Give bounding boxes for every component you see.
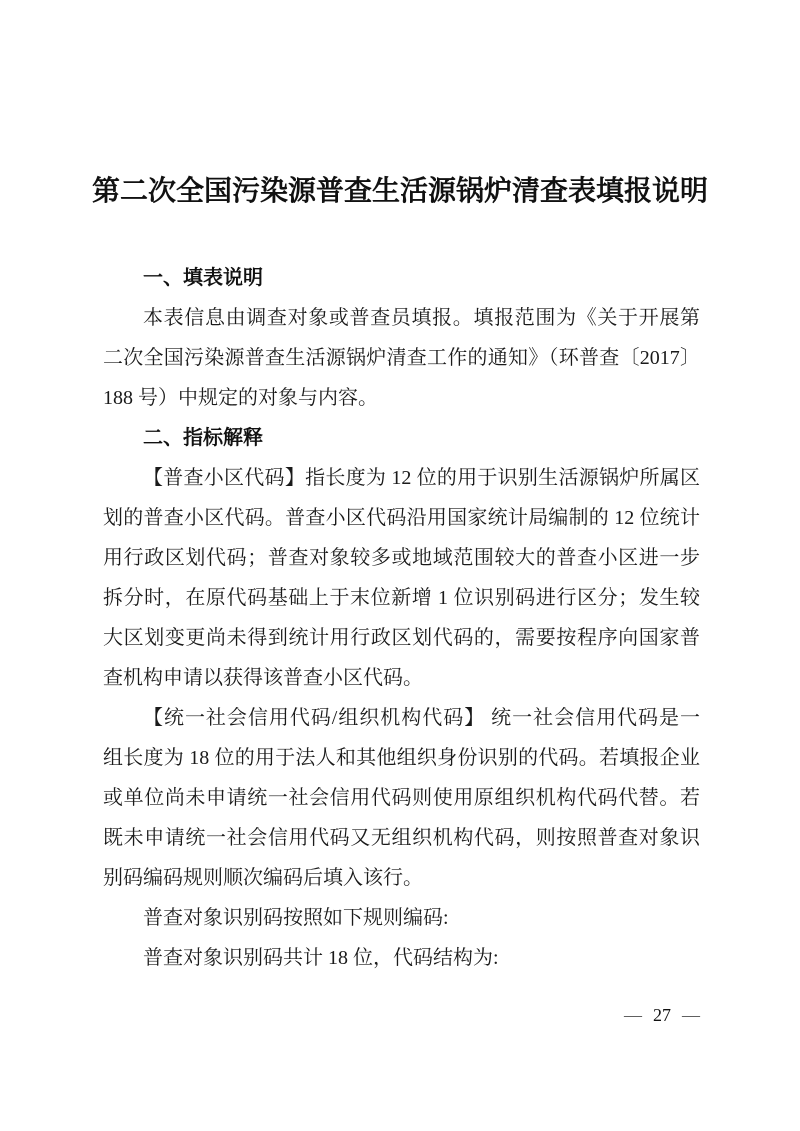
section-2-heading: 二、指标解释: [143, 427, 263, 449]
paragraph-line: 用行政区划代码；普查对象较多或地域范围较大的普查小区进一步: [103, 547, 700, 569]
paragraph-line: 划的普查小区代码。普查小区代码沿用国家统计局编制的 12 位统计: [103, 507, 700, 529]
paragraph-line: 既未申请统一社会信用代码又无组织机构代码，则按照普查对象识: [103, 827, 700, 849]
document-body: [103, 258, 700, 978]
paragraph-line: 或单位尚未申请统一社会信用代码则使用原组织机构代码代替。若: [103, 787, 700, 809]
document-title: 第二次全国污染源普查生活源锅炉清查表填报说明: [91, 175, 708, 206]
paragraph-line: 普查对象识别码共计 18 位，代码结构为:: [143, 947, 499, 969]
paragraph-line: 188 号）中规定的对象与内容。: [103, 387, 378, 409]
paragraph-line: 二次全国污染源普查生活源锅炉清查工作的通知》（环普查〔2017〕: [103, 347, 700, 369]
footer-dash-left: —: [624, 1005, 642, 1025]
section-1-heading: 一、填表说明: [143, 267, 263, 289]
paragraph-line: 拆分时，在原代码基础上于末位新增 1 位识别码进行区分；发生较: [103, 587, 700, 609]
paragraph-line: 别码编码规则顺次编码后填入该行。: [103, 867, 423, 889]
footer-dash-right: —: [682, 1005, 700, 1025]
paragraph-line: 【普查小区代码】指长度为 12 位的用于识别生活源锅炉所属区: [143, 467, 700, 489]
page-number: 27: [653, 1005, 671, 1025]
page-footer: [624, 1002, 700, 1028]
paragraph-line: 普查对象识别码按照如下规则编码:: [143, 907, 449, 929]
paragraph-line: 组长度为 18 位的用于法人和其他组织身份识别的代码。若填报企业: [103, 747, 700, 769]
paragraph-line: 大区划变更尚未得到统计用行政区划代码的，需要按程序向国家普: [103, 627, 700, 649]
paragraph-line: 【统一社会信用代码/组织机构代码】 统一社会信用代码是一: [143, 707, 700, 729]
paragraph-line: 本表信息由调查对象或普查员填报。填报范围为《关于开展第: [143, 307, 700, 329]
paragraph-line: 查机构申请以获得该普查小区代码。: [103, 667, 423, 689]
